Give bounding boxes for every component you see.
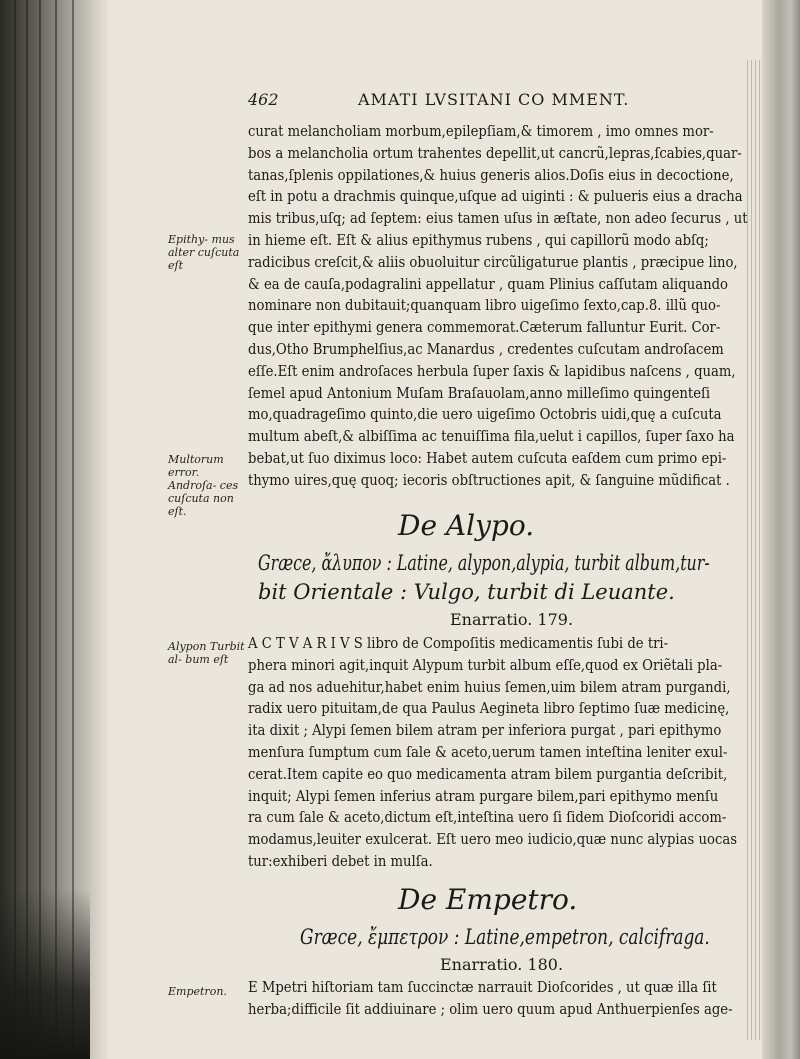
text-line: ra cum ſale & aceto,dictum eſt,inteſtina uero ſi ſidem Dioſcoridi accom- [248, 810, 727, 827]
section-title-alypo: De Alypo. [398, 509, 535, 542]
text-line: modamus,leuiter exulcerat. Eſt uero meo iudicio,quæ nunc alypias uocas [248, 832, 738, 849]
text-line: multum abeſt,& albiſſima ac tenuiſſima fila,uelut i capillos, ſuper ſaxo ha [248, 429, 735, 446]
dark-corner-shadow [0, 889, 90, 1059]
margin-note-alypon: Alypon Turbit al- bum eſt [168, 640, 245, 666]
page-header [248, 90, 708, 114]
margin-note-multorum: Multorum error. Androſa- ces cuſcuta non eſt. [168, 453, 239, 518]
text-line: cerat.Item capite eo quo medicamenta atram bilem purgantia deſcribit, [248, 766, 728, 783]
paragraph-alypon [248, 634, 800, 874]
paragraph-epithymus [248, 122, 800, 493]
text-line: E Mpetri hiſtoriam tam ſuccinctæ narrauit Dioſcorides , ut quæ illa ſit [248, 980, 717, 996]
text-line: mis tribus,uſq; ad ſeptem: eius tamen uſus in æſtate, non adeo ſecurus , ut [248, 211, 748, 228]
text-line: tur:exhiberi debet in mulſa. [248, 853, 433, 870]
section-subtitle-alypo-2: bit Orientale : Vulgo, turbit di Leuante. [258, 580, 675, 604]
text-line: phera minori agit,inquit Alypum turbit album eſſe,quod ex Oriẽtali pla- [248, 657, 723, 674]
page-number: 462 [248, 90, 279, 109]
text-line: ga ad nos aduehitur,habet enim huius ſemen,uim bilem atram purgandi, [248, 679, 731, 696]
text-line: & ea de cauſa,podagralini appellatur , quam Plinius caſſutam aliquando [248, 276, 728, 293]
text-line: curat melancholiam morbum,epilepſiam,& timorem , imo omnes mor- [248, 124, 714, 140]
section-subtitle-alypo: Græce, ἄλυπον : Latine, alypon,alypia, turbit album,tur- [258, 551, 710, 575]
text-line: eſt in potu a drachmis quinque,uſque ad uiginti : & pulueris eius a dracha [248, 189, 743, 206]
text-line: nominare non dubitauit;quanquam libro uigeſimo ſexto,cap.8. illũ quo- [248, 298, 721, 315]
text-line: herba;difficile ſit addiuinare ; olim uero quum apud Anthuerpienſes age- [248, 1001, 733, 1018]
text-line: ita dixit ; Alypi ſemen bilem atram per inferiora purgat , pari epithymo [248, 723, 722, 740]
text-line: bos a melancholia ortum trahentes depellit,ut cancrũ,lepras,ſcabies,quar- [248, 145, 742, 162]
text-line: tanas,ſplenis oppilationes,& huius generis alios.Doſis eius in decoctione, [248, 167, 734, 184]
enarratio-179: Enarratio. 179. [450, 610, 574, 629]
text-line: radix uero pituitam,de qua Paulus Aegineta libro ſeptimo ſuæ medicinę, [248, 701, 730, 718]
text-line: A C T V A R I V S libro de Compoſitis medicamentis ſubi de tri- [248, 636, 669, 652]
text-line: mo,quadrageſimo quinto,die uero uigeſimo Octobris uidi,quę a cuſcuta [248, 407, 722, 424]
margin-note-epithymus: Epithy- mus alter cuſcuta eſt [168, 233, 240, 272]
text-line: ſemel apud Antonium Muſam Braſauolam,anno milleſimo quingenteſi [248, 385, 711, 402]
margin-note-empetron: Empetron. [168, 985, 227, 998]
running-title: AMATI LVSITANI CO MMENT. [358, 90, 630, 109]
text-line: inquit; Alypi ſemen inferius atram purgare bilem,pari epithymo menſu [248, 788, 719, 805]
text-line: dus,Otho Brumphelſius,ac Manardus , credentes cuſcutam androſacem [248, 341, 724, 358]
text-line: in hieme eſt. Eſt & alius epithymus rubens , qui capillorũ modo abſq; [248, 232, 709, 249]
text-line: bebat,ut ſuo diximus loco: Habet autem cuſcuta eaſdem cum primo epi- [248, 450, 727, 467]
section-subtitle-empetro: Græce, ἔμπετρον : Latine,empetron, calcifraga. [300, 925, 710, 949]
paragraph-empetron [248, 978, 800, 1022]
text-line: thymo uires,quę quoq; iecoris obſtructiones apit, & ſanguine mũdificat . [248, 472, 730, 489]
text-line: radicibus creſcit,& aliis obuoluitur circũligaturue plantis , præcipue lino, [248, 254, 738, 271]
text-line: menſura ſumptum cum ſale & aceto,uerum tamen inteſtina leniter exul- [248, 744, 728, 761]
enarratio-180: Enarratio. 180. [440, 955, 564, 974]
text-line: que inter epithymi genera commemorat.Cæterum falluntur Eurit. Cor- [248, 320, 721, 337]
section-title-empetro: De Empetro. [398, 883, 578, 916]
text-line: eſſe.Eſt enim androſaces herbula ſuper ſaxis & lapidibus naſcens , quam, [248, 363, 736, 380]
